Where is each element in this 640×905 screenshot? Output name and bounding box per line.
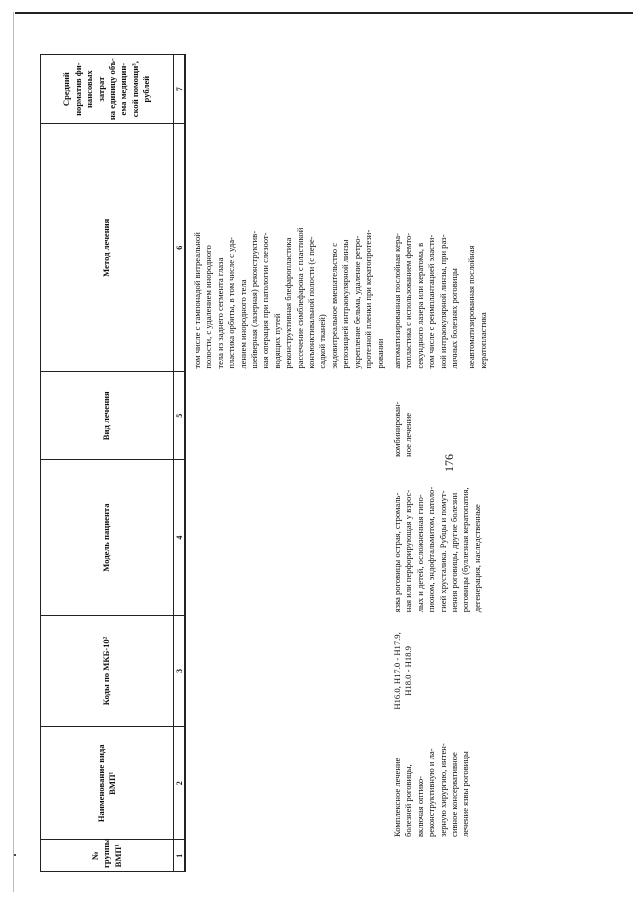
empty-cell [185, 615, 386, 726]
header-cost-norm [41, 55, 174, 124]
method-line: шейверная (лазерная) реконструктив- [249, 230, 260, 369]
header-line: на единицу объ- [107, 58, 117, 121]
name-line: сивное консервативное [448, 752, 459, 837]
column-number: 7 [174, 55, 186, 124]
header-line: Средний [61, 72, 72, 107]
type-line: ное лечение [403, 412, 414, 457]
method-line: личных болезнях роговицы [448, 268, 459, 369]
method-line: ровании [374, 338, 385, 369]
header-line: рублей [141, 75, 152, 103]
name-line: реконструктивную и ла- [426, 748, 437, 837]
method-line: полости, с удалением инородного [203, 245, 214, 369]
method-list-previous [185, 124, 386, 372]
empty-cell [185, 460, 386, 615]
header-icd-codes: Коды по МКБ-10² [41, 615, 174, 726]
model-line: роговицы (буллезная кератопатия, [460, 487, 471, 613]
treatment-type-cell [386, 372, 489, 460]
method-line: секундного лазера или кератома, в [414, 242, 425, 369]
name-line: зерную хирургию, интен- [437, 743, 448, 837]
table-row-previous [185, 55, 386, 872]
method-line: неавтоматизированная послойная [466, 245, 477, 369]
method-line: топластика с использованием фемто- [403, 232, 414, 369]
name-line: Комплексное лечение [391, 757, 402, 837]
header-line: Наименование вида [95, 744, 106, 823]
empty-cell [185, 727, 386, 840]
model-line: ная или перфорирующая у взрос- [403, 489, 414, 613]
method-line: укрепление бельма, удаление ретро- [351, 235, 362, 369]
method-line: том числе с тампонадой витреальной [192, 232, 202, 369]
header-line: нансовых затрат [84, 70, 106, 109]
method-line: автоматизированная послойная кера- [391, 233, 402, 369]
model-line: язва роговицы острая, стромаль- [391, 492, 402, 613]
method-line: водящих путей [271, 313, 282, 369]
column-number: 4 [174, 460, 186, 615]
model-line: гией хрусталика. Рубцы и помут- [437, 490, 448, 613]
rotated-page [40, 54, 618, 872]
column-number-row [174, 55, 186, 872]
column-number: 6 [174, 124, 186, 372]
icd-codes-cell [386, 615, 489, 726]
method-line: пластика орбиты, в том числе с уда- [226, 237, 237, 369]
type-line: комбинирован- [391, 401, 402, 457]
scan-speck [14, 854, 16, 856]
name-line: лечение язвы роговицы [460, 751, 471, 837]
method-line: ной интраокулярной линзы, при раз- [437, 234, 448, 369]
method-line: реконструктивная блефаропластика [283, 237, 294, 369]
model-line: лых и детей, осложненная гипо- [414, 494, 425, 613]
header-group-number [41, 840, 174, 872]
empty-cell [185, 840, 386, 872]
vmp-table [40, 54, 489, 872]
header-line: ской помощи³, [129, 61, 140, 118]
treatment-method-cell [386, 124, 489, 372]
page-number: 176 [442, 454, 456, 472]
header-line: ВМП¹ [107, 771, 117, 795]
patient-model-cell [386, 460, 489, 615]
method-line: садкой тканей) [317, 314, 328, 369]
cost-cell [386, 55, 489, 124]
column-number: 2 [174, 727, 186, 840]
header-line: норматив фи- [72, 62, 83, 116]
code-line: H18.0 - H18.9 [403, 646, 414, 696]
column-number: 5 [174, 372, 186, 460]
method-line: лением инородного тела [237, 279, 248, 369]
code-line: H16.0, H17.0 - H17.9, [391, 632, 402, 710]
empty-cell [185, 372, 386, 460]
header-patient-model: Модель пациента [41, 460, 174, 615]
vmp-name-cell [386, 727, 489, 840]
header-vmp-name [41, 727, 174, 840]
model-line: пионом, эндофтальмитом, патоло- [426, 486, 437, 613]
header-line: ВМП¹ [112, 844, 123, 868]
method-line: кератопластика [477, 312, 488, 369]
header-treatment-type: Вид лечения [41, 372, 174, 460]
model-line: дегенерация, наследственные [471, 504, 482, 613]
header-treatment-method: Метод лечения [41, 124, 174, 372]
header-line: группы [101, 838, 112, 868]
name-line: болезней роговицы, [403, 764, 414, 837]
empty-cell [185, 55, 386, 124]
method-line: конъюнктивальной полости (с пере- [306, 236, 317, 369]
table-header-row [41, 55, 174, 872]
method-line: протезной пленки при кератопротези- [363, 229, 374, 369]
column-number: 1 [174, 840, 186, 872]
model-line: нения роговицы, другие болезни [448, 492, 459, 613]
method-line: рассечение симблефарона с пластикой [294, 227, 305, 369]
header-line: № [89, 851, 100, 861]
method-line: ная операция при патологии слезоот- [260, 232, 271, 369]
name-line: включая оптико- [414, 776, 425, 837]
method-line: том числе с реимплантацией эласти- [426, 234, 437, 369]
method-line: репозицией интраокулярной линзы [340, 239, 351, 369]
left-edge-rule [13, 12, 14, 892]
group-number-cell [386, 840, 489, 872]
method-line: эндовитреальное вмешательство с [328, 242, 339, 369]
column-number: 3 [174, 615, 186, 726]
method-line: тела из заднего сегмента глаза [214, 257, 225, 369]
table-row [386, 55, 489, 872]
top-rule [15, 12, 633, 14]
header-line: ема медицин- [118, 62, 129, 116]
